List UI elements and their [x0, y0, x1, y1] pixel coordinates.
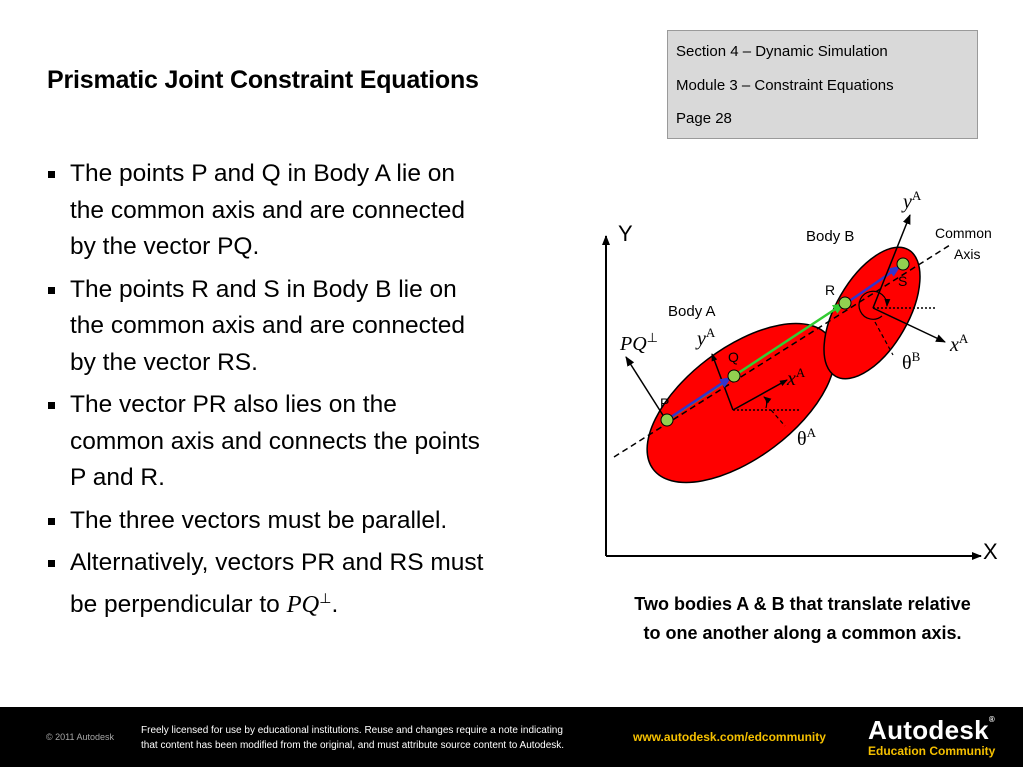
bullet-item	[46, 272, 486, 382]
section-label: Section 4 – Dynamic Simulation	[676, 43, 888, 60]
bullet-marker	[48, 171, 55, 178]
footer-bar	[0, 707, 1023, 767]
module-label: Module 3 – Constraint Equations	[676, 76, 894, 94]
ya-label-a: $y^A$	[697, 325, 716, 350]
bullet-item	[46, 545, 486, 623]
pq-perp-symbol: PQ⊥	[286, 590, 332, 618]
pq-perp-label: PQ⊥	[620, 330, 658, 355]
bullet-text: Alternatively, vectors PR and RS must be perpendicular to	[70, 549, 484, 618]
point-r	[839, 297, 851, 309]
common-axis-label-2: Axis	[954, 246, 981, 262]
footer-url-link[interactable]: www.autodesk.com/edcommunity	[633, 730, 826, 744]
point-q	[728, 370, 740, 382]
bullet-text: The three vectors must be parallel.	[70, 506, 448, 534]
point-s	[897, 258, 909, 270]
x-axis-label: X	[983, 539, 998, 564]
point-p-label: P	[660, 395, 670, 411]
bullet-list	[46, 156, 486, 629]
body-a-label: Body A	[668, 303, 716, 320]
bullet-marker	[48, 518, 55, 525]
point-q-label: Q	[728, 349, 739, 365]
y-axis-label: Y	[618, 221, 633, 246]
bullet-marker	[48, 560, 55, 567]
xa-label-a: $x^A$	[787, 365, 806, 390]
autodesk-logo: Autodesk®	[868, 715, 996, 745]
xa-label-b: $x^A$	[950, 331, 969, 356]
bullet-text: The points R and S in Body B lie on the common axis and are connected by the vector RS.	[70, 275, 465, 376]
diagram-caption: Two bodies A & B that translate relative to one another along a common axis.	[634, 594, 971, 643]
bullet-item	[46, 503, 486, 540]
body-a-shape	[620, 293, 862, 513]
common-axis-label-1: Common	[935, 225, 992, 241]
body-b-label: Body B	[806, 228, 855, 245]
footer-license: Freely licensed for use by educational institutions. Reuse and changes require a note indicating that content has been modified from the original, and must attribute source content to Autodesk.	[141, 725, 565, 751]
point-r-label: R	[825, 282, 836, 298]
theta-b-label: $\theta^B$	[902, 349, 921, 374]
bullet-text: The points P and Q in Body A lie on the common axis and are connected by the vector PQ.	[70, 160, 465, 260]
point-p	[661, 414, 673, 426]
point-s-label: S	[898, 273, 908, 289]
bullet-trailing: .	[331, 590, 339, 618]
bullet-item	[46, 156, 486, 266]
theta-a-label: $\theta^A$	[797, 425, 816, 450]
footer-copyright: © 2011 Autodesk	[46, 732, 115, 742]
prismatic-joint-diagram	[590, 180, 1023, 570]
bullet-item	[46, 387, 486, 497]
bullet-marker	[48, 287, 55, 294]
bullet-marker	[48, 402, 55, 409]
page-number: Page 28	[676, 110, 732, 127]
bullet-text: The vector PR also lies on the common axis and connects the points P and R.	[70, 391, 480, 491]
section-info-box	[667, 30, 978, 139]
page-title: Prismatic Joint Constraint Equations	[47, 66, 479, 94]
education-community-label: Education Community	[868, 744, 996, 758]
ya-label-b: $y^A$	[903, 188, 922, 213]
